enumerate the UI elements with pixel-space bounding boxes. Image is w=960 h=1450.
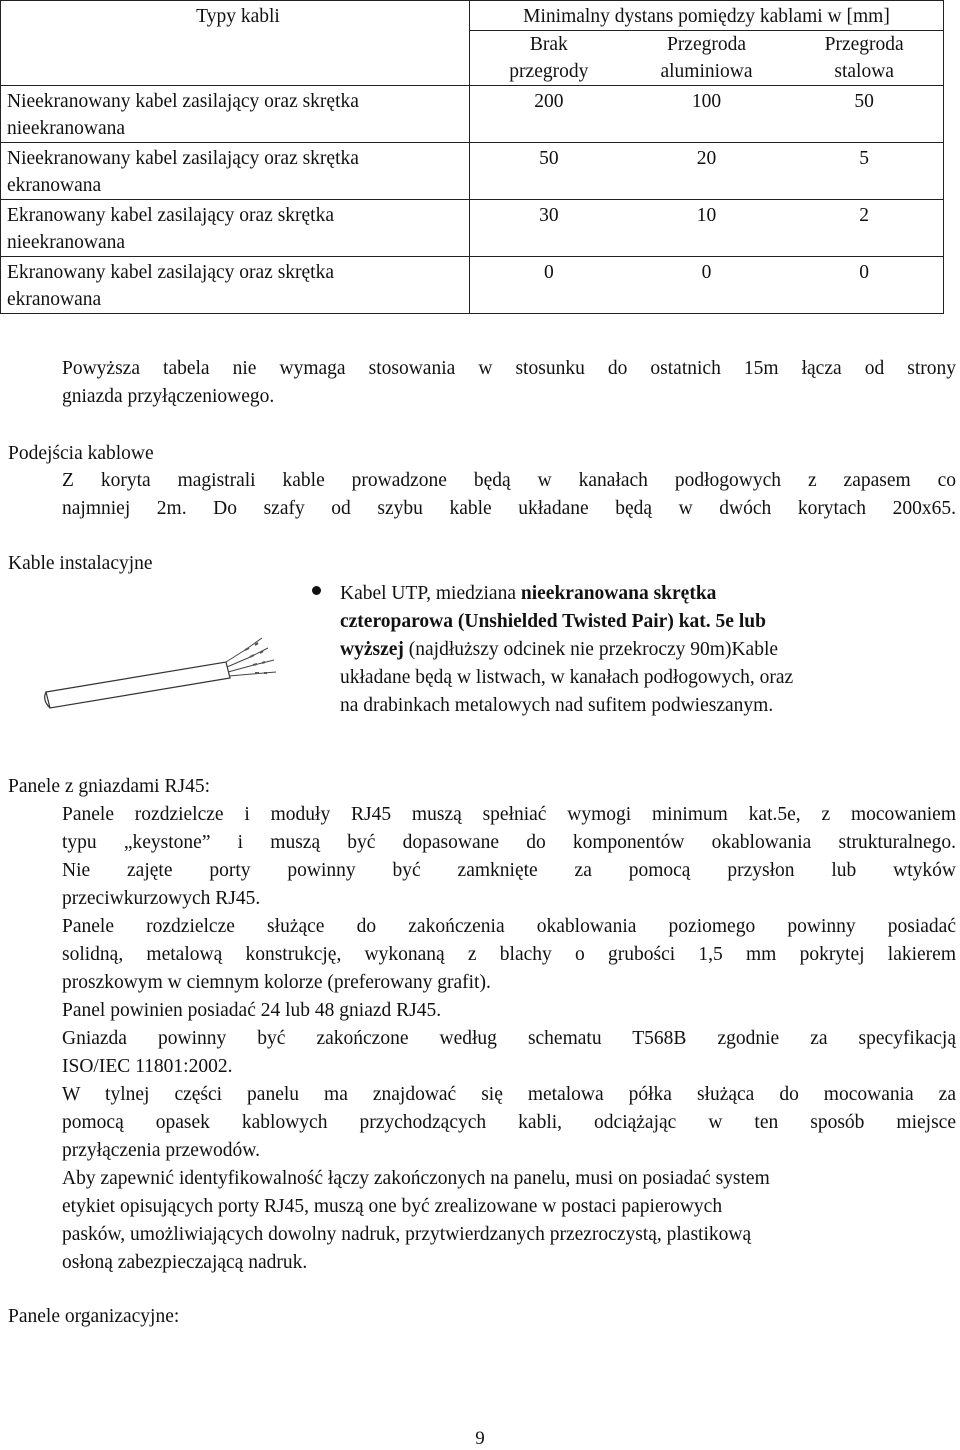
section-heading-rj45-panels: Panele z gniazdami RJ45: bbox=[8, 776, 210, 797]
cable-entries-text: Z koryta magistrali kable prowadzone będą w kanałach podłogowych z zapasem co najmniej 2m. Do szafy od szybu kable układane będą w dwóch korytach 200x65. bbox=[62, 470, 956, 519]
paragraph: Panele rozdzielcze służące do zakończenia okablowania poziomego powinny posiadać solidną, metalową konstrukcję, wykonaną z blachy o grubości 1,5 mm pokrytej lakierem proszkowym w ciemnym kolorze (preferowany grafit). bbox=[62, 916, 956, 993]
paragraph: Aby zapewnić identyfikowalność łączy zakończonych na panelu, musi on posiadać system etykiet opisujących porty RJ45, muszą one być zrealizowane w postaci papierowych pasków, umożliwiających dowolny nadruk, przytwierdzanych przezroczystą, plastikową osłoną zabezpieczającą nadruk. bbox=[62, 1168, 770, 1273]
col-header-cable-types bbox=[1, 1, 470, 86]
cable-type-cell: Ekranowany kabel zasilający oraz skrętka nieekranowana bbox=[1, 200, 470, 257]
table-row bbox=[1, 143, 944, 200]
table-row bbox=[1, 200, 944, 257]
table-row bbox=[1, 86, 944, 143]
cable-type-cell: Ekranowany kabel zasilający oraz skrętka ekranowana bbox=[1, 257, 470, 314]
section-heading-installation-cables: Kable instalacyjne bbox=[8, 553, 153, 574]
paragraph: W tylnej części panelu ma znajdować się metalowa półka służąca do mocowania za pomocą opasek kablowych przychodzących kabli, odciążając w ten sposób miejsce przyłączenia przewodów. bbox=[62, 1084, 956, 1161]
utp-cable-illustration bbox=[40, 630, 290, 710]
section-heading-organizer-panels: Panele organizacyjne: bbox=[8, 1306, 180, 1327]
page-number: 9 bbox=[475, 1428, 485, 1449]
col-header-distance bbox=[470, 1, 944, 31]
section-heading-cable-entries: Podejścia kablowe bbox=[8, 443, 154, 464]
distance-values-cell: 200 100 50 bbox=[470, 86, 944, 143]
table-note: Powyższa tabela nie wymaga stosowania w stosunku do ostatnich 15m łącza od strony gniazda przyłączeniowego. bbox=[62, 358, 956, 407]
bullet-icon bbox=[312, 586, 321, 595]
paragraph: Panel powinien posiadać 24 lub 48 gniazd RJ45. bbox=[62, 1000, 442, 1021]
cable-distance-table bbox=[0, 0, 944, 314]
col-header-label: Typy kabli bbox=[196, 6, 280, 27]
sub-header-steel-barrier: Przegroda stalowa bbox=[824, 34, 904, 82]
distance-values-cell: 30 10 2 bbox=[470, 200, 944, 257]
paragraph: Panele rozdzielcze i moduły RJ45 muszą spełniać wymogi minimum kat.5e, z mocowaniem typu „keystone” i muszą być dopasowane do komponentów okablowania strukturalnego. Nie zajęte porty powinny być zamknięte za pomocą przysłon lub wtyków przeciwkurzowych RJ45. bbox=[62, 804, 956, 909]
distance-values-cell: 50 20 5 bbox=[470, 143, 944, 200]
cable-type-cell: Nieekranowany kabel zasilający oraz skrętka nieekranowana bbox=[1, 86, 470, 143]
rj45-panels-text bbox=[62, 801, 956, 1277]
table-row bbox=[1, 257, 944, 314]
sub-header-no-barrier: Brak przegrody bbox=[509, 34, 589, 82]
distance-values-cell: 0 0 0 bbox=[470, 257, 944, 314]
sub-header-row bbox=[470, 31, 944, 86]
cable-type-cell: Nieekranowany kabel zasilający oraz skrętka ekranowana bbox=[1, 143, 470, 200]
distance-header-title: Minimalny dystans pomiędzy kablami w [mm] bbox=[523, 6, 890, 27]
bullet-text: Kabel UTP, miedziana nieekranowana skrętka czteroparowa (Unshielded Twisted Pair) kat. 5e lub wyższej (najdłuższy odcinek nie przekroczy 90m)Kable układane będą w listwach, w kanałach podłogowych, oraz na drabinkach metalowych nad sufitem podwieszanym. bbox=[340, 583, 794, 716]
paragraph: Gniazda powinny być zakończone według schematu T568B zgodnie za specyfikacją ISO/IEC 11801:2002. bbox=[62, 1028, 956, 1077]
sub-header-aluminium-barrier: Przegroda aluminiowa bbox=[660, 34, 753, 82]
